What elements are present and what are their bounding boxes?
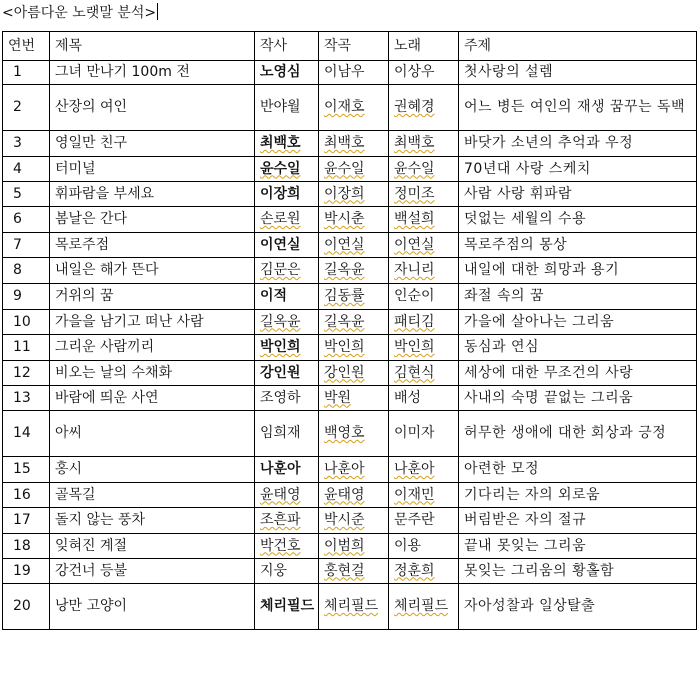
cell-singer — [389, 131, 459, 157]
cell-singer — [389, 233, 459, 258]
cell-composer-text: 윤태영 — [324, 486, 365, 503]
cell-title — [50, 182, 255, 207]
cell-lyricist — [255, 61, 319, 85]
cell-no — [3, 335, 50, 361]
cell-title — [50, 483, 255, 508]
cell-theme-text: 사람 사랑 휘파람 — [464, 185, 573, 202]
cell-no — [3, 457, 50, 483]
cell-no-text: 2 — [13, 99, 22, 115]
cell-theme — [459, 411, 697, 457]
cell-composer — [319, 483, 389, 508]
cell-theme — [459, 457, 697, 483]
table-row — [3, 361, 697, 386]
cell-singer — [389, 559, 459, 584]
cell-theme-text: 아련한 모정 — [464, 461, 540, 477]
cell-title — [50, 508, 255, 534]
cell-no — [3, 233, 50, 258]
cell-theme-text: 어느 병든 여인의 재생 꿈꾸는 독백 — [464, 99, 686, 115]
cell-singer — [389, 508, 459, 534]
cell-singer-text: 문주란 — [394, 512, 435, 528]
cell-singer — [389, 182, 459, 207]
cell-composer-text: 나훈아 — [324, 461, 365, 477]
document-title-text: <아름다운 노랫말 분석> — [2, 5, 157, 21]
cell-composer-text: 박시춘 — [324, 211, 365, 227]
table-row — [3, 207, 697, 233]
cell-lyricist-text: 조흔파 — [260, 512, 301, 528]
cell-no-text: 10 — [13, 313, 31, 330]
cell-composer-text: 홍현걸 — [324, 562, 365, 579]
cell-no-text: 12 — [13, 364, 31, 381]
cell-no — [3, 61, 50, 85]
cell-singer — [389, 310, 459, 335]
cell-lyricist-text: 김문은 — [260, 262, 301, 278]
cell-theme — [459, 483, 697, 508]
cell-no — [3, 386, 50, 411]
cell-singer — [389, 207, 459, 233]
cell-theme-text: 허무한 생애에 대한 회상과 긍정 — [464, 425, 667, 441]
cell-title — [50, 411, 255, 457]
cell-composer — [319, 559, 389, 584]
cell-singer — [389, 457, 459, 483]
cell-no-text: 3 — [13, 135, 22, 151]
cell-lyricist — [255, 559, 319, 584]
cell-no-text: 13 — [13, 389, 31, 406]
cell-theme-text: 자아성찰과 일상탈출 — [464, 598, 596, 614]
table-row — [3, 335, 697, 361]
cell-theme-text: 버림받은 자의 절규 — [464, 512, 587, 528]
cell-composer — [319, 457, 389, 483]
cell-title — [50, 584, 255, 630]
cell-singer — [389, 258, 459, 284]
cell-lyricist-text: 이연실 — [260, 236, 301, 253]
cell-title-text: 산장의 여인 — [55, 99, 128, 115]
table-row — [3, 483, 697, 508]
cell-title-text: 낭만 고양이 — [55, 598, 128, 614]
cell-no — [3, 483, 50, 508]
cell-singer-text: 백설희 — [394, 211, 435, 227]
cell-lyricist — [255, 207, 319, 233]
cell-title-text: 터미널 — [55, 160, 96, 177]
table-row — [3, 508, 697, 534]
cell-no — [3, 310, 50, 335]
cell-no-text: 17 — [13, 512, 31, 528]
table-row — [3, 258, 697, 284]
header-lyricist: 작사 — [255, 32, 319, 61]
cell-lyricist-text: 조영하 — [260, 389, 301, 406]
header-title: 제목 — [50, 32, 255, 61]
cell-no — [3, 157, 50, 182]
cell-singer-text: 최백호 — [394, 135, 435, 151]
cell-composer — [319, 233, 389, 258]
cell-singer-text: 정훈희 — [394, 562, 435, 579]
cell-singer-text: 인순이 — [394, 288, 435, 304]
cell-lyricist — [255, 386, 319, 411]
cell-no — [3, 207, 50, 233]
cell-theme — [459, 584, 697, 630]
cell-title-text: 그녀 만나기 100m 전 — [55, 64, 190, 80]
cell-theme-text: 덧없는 세월의 수용 — [464, 211, 587, 227]
cell-title-text: 잊혀진 계절 — [55, 537, 128, 554]
cell-singer — [389, 61, 459, 85]
cell-theme-text: 끝내 못잊는 그리움 — [464, 537, 587, 554]
cell-lyricist — [255, 584, 319, 630]
cell-title — [50, 85, 255, 131]
cell-singer — [389, 85, 459, 131]
cell-theme — [459, 85, 697, 131]
table-row — [3, 386, 697, 411]
cell-lyricist-text: 임희재 — [260, 425, 301, 441]
cell-theme — [459, 284, 697, 310]
cell-lyricist-text: 지웅 — [260, 562, 288, 579]
cell-lyricist-text: 나훈아 — [260, 461, 301, 477]
cell-composer-text: 윤수일 — [324, 160, 365, 177]
cell-lyricist — [255, 508, 319, 534]
table-row — [3, 457, 697, 483]
cell-theme-text: 바닷가 소년의 추억과 우정 — [464, 135, 634, 151]
cell-composer — [319, 182, 389, 207]
cell-theme — [459, 61, 697, 85]
cell-composer — [319, 386, 389, 411]
cell-theme-text: 목로주점의 몽상 — [464, 236, 568, 253]
table-body — [3, 61, 697, 630]
cell-composer — [319, 284, 389, 310]
cell-composer-text: 강인원 — [324, 364, 365, 381]
cell-title-text: 영일만 친구 — [55, 135, 128, 151]
cell-composer — [319, 207, 389, 233]
cell-lyricist — [255, 457, 319, 483]
cell-composer-text: 백영호 — [324, 425, 365, 441]
text-cursor — [157, 3, 158, 20]
cell-title — [50, 131, 255, 157]
cell-no — [3, 559, 50, 584]
cell-composer — [319, 584, 389, 630]
cell-title — [50, 361, 255, 386]
cell-singer-text: 이상우 — [394, 64, 435, 80]
cell-no — [3, 85, 50, 131]
cell-lyricist — [255, 131, 319, 157]
cell-title-text: 그리운 사람끼리 — [55, 339, 155, 355]
cell-no — [3, 411, 50, 457]
cell-title-text: 거위의 꿈 — [55, 288, 114, 304]
cell-composer-text: 길옥윤 — [324, 313, 365, 330]
cell-composer-text: 최백호 — [324, 135, 365, 151]
cell-title-text: 아씨 — [55, 425, 83, 441]
cell-no-text: 6 — [13, 211, 22, 227]
cell-lyricist-text: 손로원 — [260, 211, 301, 227]
cell-theme — [459, 258, 697, 284]
cell-theme — [459, 559, 697, 584]
cell-composer — [319, 534, 389, 559]
cell-title — [50, 534, 255, 559]
cell-lyricist — [255, 157, 319, 182]
cell-composer-text: 이재호 — [324, 99, 365, 115]
cell-singer — [389, 157, 459, 182]
cell-lyricist-text: 박인희 — [260, 339, 301, 355]
cell-theme — [459, 207, 697, 233]
cell-singer — [389, 534, 459, 559]
cell-no-text: 15 — [13, 461, 31, 477]
cell-composer — [319, 310, 389, 335]
cell-no-text: 16 — [13, 486, 31, 503]
cell-singer-text: 이연실 — [394, 236, 435, 253]
cell-singer-text: 체리필드 — [394, 598, 449, 614]
cell-composer-text: 이장희 — [324, 185, 365, 202]
cell-composer-text: 박인희 — [324, 339, 365, 355]
cell-lyricist — [255, 361, 319, 386]
cell-lyricist — [255, 534, 319, 559]
cell-no — [3, 584, 50, 630]
cell-composer — [319, 335, 389, 361]
cell-composer — [319, 157, 389, 182]
cell-title-text: 휘파람을 부세요 — [55, 185, 155, 202]
cell-no-text: 8 — [13, 262, 22, 278]
cell-theme — [459, 335, 697, 361]
cell-no-text: 20 — [13, 598, 31, 614]
table-row — [3, 534, 697, 559]
cell-singer-text: 배성 — [394, 389, 422, 406]
cell-no-text: 5 — [13, 185, 22, 202]
cell-singer-text: 윤수일 — [394, 160, 435, 177]
cell-lyricist-text: 윤수일 — [260, 160, 301, 177]
cell-title-text: 홍시 — [55, 461, 83, 477]
cell-lyricist-text: 최백호 — [260, 135, 301, 151]
cell-lyricist-text: 이적 — [260, 288, 288, 304]
cell-singer-text: 권혜경 — [394, 99, 435, 115]
cell-title — [50, 335, 255, 361]
cell-theme-text: 70년대 사랑 스케치 — [464, 160, 591, 177]
cell-singer — [389, 361, 459, 386]
cell-theme — [459, 386, 697, 411]
table-row — [3, 559, 697, 584]
cell-theme — [459, 310, 697, 335]
table-row — [3, 182, 697, 207]
cell-composer — [319, 131, 389, 157]
cell-theme — [459, 157, 697, 182]
cell-title-text: 강건너 등불 — [55, 562, 128, 579]
cell-singer-text: 김현식 — [394, 364, 435, 381]
table-row — [3, 233, 697, 258]
cell-lyricist — [255, 483, 319, 508]
cell-no — [3, 508, 50, 534]
cell-no-text: 7 — [13, 236, 22, 253]
cell-theme — [459, 361, 697, 386]
cell-lyricist — [255, 85, 319, 131]
cell-theme — [459, 534, 697, 559]
cell-theme — [459, 233, 697, 258]
cell-singer-text: 이용 — [394, 537, 422, 554]
cell-composer-text: 이연실 — [324, 236, 365, 253]
cell-lyricist — [255, 411, 319, 457]
cell-lyricist — [255, 310, 319, 335]
cell-singer-text: 자니리 — [394, 262, 435, 278]
header-singer: 노래 — [389, 32, 459, 61]
cell-lyricist — [255, 258, 319, 284]
cell-no-text: 18 — [13, 537, 31, 554]
cell-singer-text: 나훈아 — [394, 461, 435, 477]
cell-no-text: 1 — [13, 64, 22, 80]
cell-singer-text: 이미자 — [394, 425, 435, 441]
cell-lyricist-text: 체리필드 — [260, 598, 315, 614]
table-row — [3, 61, 697, 85]
cell-title — [50, 284, 255, 310]
cell-singer — [389, 483, 459, 508]
lyrics-analysis-table — [2, 31, 697, 630]
table-row — [3, 584, 697, 630]
cell-theme-text: 첫사랑의 설렘 — [464, 64, 554, 80]
cell-no — [3, 182, 50, 207]
cell-composer — [319, 258, 389, 284]
cell-singer-text: 이재민 — [394, 486, 435, 503]
cell-no-text: 4 — [13, 160, 22, 177]
cell-composer-text: 김동률 — [324, 288, 365, 304]
cell-composer — [319, 411, 389, 457]
cell-title — [50, 258, 255, 284]
cell-composer-text: 길옥윤 — [324, 262, 365, 278]
header-theme: 주제 — [459, 32, 697, 61]
cell-title-text: 비오는 날의 수채화 — [55, 364, 173, 381]
cell-no — [3, 361, 50, 386]
cell-no — [3, 258, 50, 284]
cell-composer-text: 박원 — [324, 389, 352, 406]
cell-title — [50, 61, 255, 85]
cell-lyricist — [255, 182, 319, 207]
cell-lyricist — [255, 284, 319, 310]
cell-title — [50, 386, 255, 411]
cell-lyricist-text: 박건호 — [260, 537, 301, 554]
table-row — [3, 310, 697, 335]
table-row — [3, 411, 697, 457]
cell-title-text: 바람에 띄운 사연 — [55, 389, 159, 406]
cell-no-text: 19 — [13, 562, 31, 579]
table-row — [3, 85, 697, 131]
cell-lyricist-text: 윤태영 — [260, 486, 301, 503]
cell-title-text: 돌지 않는 풍차 — [55, 512, 146, 528]
cell-lyricist-text: 이장희 — [260, 185, 301, 202]
cell-composer-text: 이범희 — [324, 537, 365, 554]
cell-title — [50, 157, 255, 182]
table-row — [3, 157, 697, 182]
cell-theme — [459, 182, 697, 207]
header-composer: 작곡 — [319, 32, 389, 61]
cell-singer-text: 박인희 — [394, 339, 435, 355]
cell-theme — [459, 508, 697, 534]
cell-composer — [319, 508, 389, 534]
cell-singer — [389, 386, 459, 411]
cell-theme-text: 못잊는 그리움의 황홀함 — [464, 562, 615, 579]
cell-lyricist-text: 반야월 — [260, 99, 301, 115]
cell-theme-text: 내일에 대한 희망과 용기 — [464, 262, 620, 278]
cell-title — [50, 559, 255, 584]
table-row — [3, 131, 697, 157]
cell-lyricist-text: 길옥윤 — [260, 313, 301, 330]
cell-theme-text: 사내의 숙명 끝없는 그리움 — [464, 389, 634, 406]
cell-theme-text: 기다리는 자의 외로움 — [464, 486, 601, 503]
cell-no-text: 9 — [13, 288, 22, 304]
cell-no — [3, 131, 50, 157]
cell-composer-text: 박시준 — [324, 512, 365, 528]
cell-title-text: 골목길 — [55, 486, 96, 503]
header-no: 연번 — [3, 32, 50, 61]
cell-theme-text: 세상에 대한 무조건의 사랑 — [464, 364, 634, 381]
cell-title — [50, 233, 255, 258]
cell-theme-text: 동심과 연심 — [464, 339, 540, 355]
cell-title-text: 내일은 해가 뜬다 — [55, 262, 159, 278]
cell-lyricist — [255, 335, 319, 361]
cell-singer — [389, 411, 459, 457]
cell-theme — [459, 131, 697, 157]
cell-singer — [389, 284, 459, 310]
cell-title — [50, 457, 255, 483]
cell-composer — [319, 61, 389, 85]
cell-singer — [389, 335, 459, 361]
cell-lyricist — [255, 233, 319, 258]
cell-composer — [319, 361, 389, 386]
cell-theme-text: 가을에 살아나는 그리움 — [464, 313, 615, 330]
table-row — [3, 284, 697, 310]
cell-composer-text: 이남우 — [324, 64, 365, 80]
cell-no-text: 11 — [13, 339, 31, 355]
cell-singer-text: 정미조 — [394, 185, 435, 202]
cell-singer — [389, 584, 459, 630]
document-title — [2, 3, 158, 23]
table-header-row — [3, 32, 697, 61]
cell-lyricist-text: 노영심 — [260, 64, 301, 80]
cell-title — [50, 310, 255, 335]
cell-singer-text: 패티김 — [394, 313, 435, 330]
cell-composer-text: 체리필드 — [324, 598, 379, 614]
cell-no-text: 14 — [13, 425, 31, 441]
cell-title-text: 봄날은 간다 — [55, 211, 128, 227]
cell-title-text: 목로주점 — [55, 236, 110, 253]
cell-title — [50, 207, 255, 233]
cell-composer — [319, 85, 389, 131]
cell-lyricist-text: 강인원 — [260, 364, 301, 381]
cell-no — [3, 284, 50, 310]
cell-no — [3, 534, 50, 559]
cell-title-text: 가을을 남기고 떠난 사람 — [55, 313, 204, 330]
cell-theme-text: 좌절 속의 꿈 — [464, 288, 545, 304]
